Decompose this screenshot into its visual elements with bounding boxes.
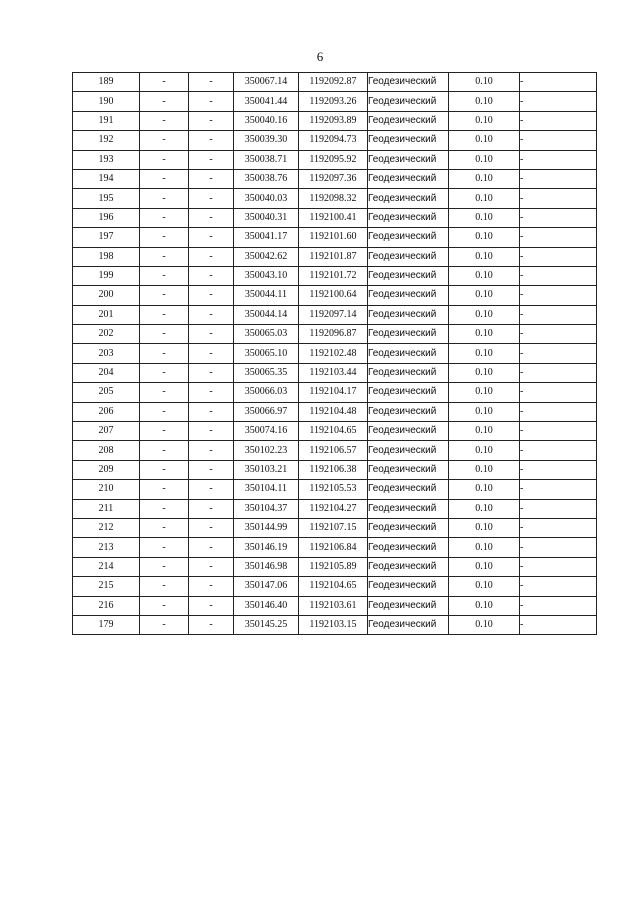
x-coordinate-cell: 350065.10 bbox=[234, 344, 299, 363]
x-coordinate-cell: 350066.97 bbox=[234, 402, 299, 421]
y-coordinate-cell: 1192106.57 bbox=[299, 441, 368, 460]
empty-value-cell: - bbox=[189, 131, 234, 150]
empty-value-cell: - bbox=[189, 441, 234, 460]
point-number-cell: 203 bbox=[73, 344, 140, 363]
note-cell: - bbox=[520, 596, 597, 615]
method-cell: Геодезический bbox=[368, 208, 449, 227]
table-row bbox=[73, 73, 597, 92]
accuracy-cell: 0.10 bbox=[449, 383, 520, 402]
method-cell: Геодезический bbox=[368, 189, 449, 208]
point-number-cell: 189 bbox=[73, 73, 140, 92]
method-cell: Геодезический bbox=[368, 305, 449, 324]
accuracy-cell: 0.10 bbox=[449, 499, 520, 518]
x-coordinate-cell: 350067.14 bbox=[234, 73, 299, 92]
empty-value-cell: - bbox=[189, 150, 234, 169]
accuracy-cell: 0.10 bbox=[449, 344, 520, 363]
empty-value-cell: - bbox=[189, 305, 234, 324]
method-cell: Геодезический bbox=[368, 596, 449, 615]
empty-value-cell: - bbox=[140, 615, 189, 634]
table-row bbox=[73, 305, 597, 324]
table-row bbox=[73, 92, 597, 111]
empty-value-cell: - bbox=[140, 596, 189, 615]
empty-value-cell: - bbox=[140, 189, 189, 208]
x-coordinate-cell: 350044.11 bbox=[234, 286, 299, 305]
empty-value-cell: - bbox=[189, 189, 234, 208]
point-number-cell: 215 bbox=[73, 577, 140, 596]
x-coordinate-cell: 350145.25 bbox=[234, 615, 299, 634]
x-coordinate-cell: 350104.37 bbox=[234, 499, 299, 518]
x-coordinate-cell: 350044.14 bbox=[234, 305, 299, 324]
accuracy-cell: 0.10 bbox=[449, 460, 520, 479]
y-coordinate-cell: 1192092.87 bbox=[299, 73, 368, 92]
note-cell: - bbox=[520, 266, 597, 285]
note-cell: - bbox=[520, 441, 597, 460]
accuracy-cell: 0.10 bbox=[449, 92, 520, 111]
x-coordinate-cell: 350065.03 bbox=[234, 325, 299, 344]
method-cell: Геодезический bbox=[368, 363, 449, 382]
table-row bbox=[73, 402, 597, 421]
method-cell: Геодезический bbox=[368, 577, 449, 596]
point-number-cell: 193 bbox=[73, 150, 140, 169]
table-row bbox=[73, 577, 597, 596]
accuracy-cell: 0.10 bbox=[449, 208, 520, 227]
table-body bbox=[73, 73, 597, 635]
y-coordinate-cell: 1192104.65 bbox=[299, 577, 368, 596]
table-row bbox=[73, 441, 597, 460]
method-cell: Геодезический bbox=[368, 441, 449, 460]
note-cell: - bbox=[520, 305, 597, 324]
point-number-cell: 202 bbox=[73, 325, 140, 344]
table-row bbox=[73, 422, 597, 441]
table-row bbox=[73, 286, 597, 305]
empty-value-cell: - bbox=[140, 422, 189, 441]
method-cell: Геодезический bbox=[368, 538, 449, 557]
y-coordinate-cell: 1192104.27 bbox=[299, 499, 368, 518]
accuracy-cell: 0.10 bbox=[449, 266, 520, 285]
table-row bbox=[73, 615, 597, 634]
y-coordinate-cell: 1192097.36 bbox=[299, 169, 368, 188]
accuracy-cell: 0.10 bbox=[449, 131, 520, 150]
empty-value-cell: - bbox=[189, 557, 234, 576]
empty-value-cell: - bbox=[189, 228, 234, 247]
accuracy-cell: 0.10 bbox=[449, 73, 520, 92]
accuracy-cell: 0.10 bbox=[449, 518, 520, 537]
note-cell: - bbox=[520, 538, 597, 557]
note-cell: - bbox=[520, 363, 597, 382]
point-number-cell: 200 bbox=[73, 286, 140, 305]
method-cell: Геодезический bbox=[368, 383, 449, 402]
y-coordinate-cell: 1192100.64 bbox=[299, 286, 368, 305]
table-row bbox=[73, 596, 597, 615]
empty-value-cell: - bbox=[140, 305, 189, 324]
empty-value-cell: - bbox=[189, 577, 234, 596]
empty-value-cell: - bbox=[189, 499, 234, 518]
x-coordinate-cell: 350040.31 bbox=[234, 208, 299, 227]
point-number-cell: 196 bbox=[73, 208, 140, 227]
empty-value-cell: - bbox=[140, 92, 189, 111]
empty-value-cell: - bbox=[140, 383, 189, 402]
table-row bbox=[73, 344, 597, 363]
table-row bbox=[73, 228, 597, 247]
x-coordinate-cell: 350147.06 bbox=[234, 577, 299, 596]
empty-value-cell: - bbox=[189, 266, 234, 285]
x-coordinate-cell: 350074.16 bbox=[234, 422, 299, 441]
x-coordinate-cell: 350042.62 bbox=[234, 247, 299, 266]
empty-value-cell: - bbox=[140, 441, 189, 460]
point-number-cell: 205 bbox=[73, 383, 140, 402]
empty-value-cell: - bbox=[189, 518, 234, 537]
empty-value-cell: - bbox=[189, 247, 234, 266]
point-number-cell: 199 bbox=[73, 266, 140, 285]
accuracy-cell: 0.10 bbox=[449, 557, 520, 576]
note-cell: - bbox=[520, 480, 597, 499]
y-coordinate-cell: 1192095.92 bbox=[299, 150, 368, 169]
y-coordinate-cell: 1192103.44 bbox=[299, 363, 368, 382]
x-coordinate-cell: 350039.30 bbox=[234, 131, 299, 150]
point-number-cell: 179 bbox=[73, 615, 140, 634]
empty-value-cell: - bbox=[189, 422, 234, 441]
accuracy-cell: 0.10 bbox=[449, 441, 520, 460]
y-coordinate-cell: 1192105.53 bbox=[299, 480, 368, 499]
empty-value-cell: - bbox=[140, 111, 189, 130]
empty-value-cell: - bbox=[140, 325, 189, 344]
empty-value-cell: - bbox=[189, 73, 234, 92]
x-coordinate-cell: 350146.40 bbox=[234, 596, 299, 615]
empty-value-cell: - bbox=[189, 596, 234, 615]
accuracy-cell: 0.10 bbox=[449, 538, 520, 557]
note-cell: - bbox=[520, 208, 597, 227]
y-coordinate-cell: 1192098.32 bbox=[299, 189, 368, 208]
empty-value-cell: - bbox=[140, 499, 189, 518]
empty-value-cell: - bbox=[140, 247, 189, 266]
table-row bbox=[73, 460, 597, 479]
y-coordinate-cell: 1192104.65 bbox=[299, 422, 368, 441]
table-row bbox=[73, 111, 597, 130]
table-row bbox=[73, 363, 597, 382]
point-number-cell: 191 bbox=[73, 111, 140, 130]
note-cell: - bbox=[520, 247, 597, 266]
empty-value-cell: - bbox=[189, 615, 234, 634]
empty-value-cell: - bbox=[140, 557, 189, 576]
empty-value-cell: - bbox=[140, 169, 189, 188]
point-number-cell: 216 bbox=[73, 596, 140, 615]
point-number-cell: 209 bbox=[73, 460, 140, 479]
empty-value-cell: - bbox=[140, 131, 189, 150]
point-number-cell: 201 bbox=[73, 305, 140, 324]
empty-value-cell: - bbox=[140, 150, 189, 169]
method-cell: Геодезический bbox=[368, 111, 449, 130]
note-cell: - bbox=[520, 460, 597, 479]
empty-value-cell: - bbox=[189, 111, 234, 130]
y-coordinate-cell: 1192094.73 bbox=[299, 131, 368, 150]
note-cell: - bbox=[520, 325, 597, 344]
y-coordinate-cell: 1192103.61 bbox=[299, 596, 368, 615]
x-coordinate-cell: 350040.03 bbox=[234, 189, 299, 208]
point-number-cell: 197 bbox=[73, 228, 140, 247]
note-cell: - bbox=[520, 383, 597, 402]
accuracy-cell: 0.10 bbox=[449, 228, 520, 247]
table-row bbox=[73, 247, 597, 266]
accuracy-cell: 0.10 bbox=[449, 577, 520, 596]
point-number-cell: 198 bbox=[73, 247, 140, 266]
accuracy-cell: 0.10 bbox=[449, 286, 520, 305]
method-cell: Геодезический bbox=[368, 247, 449, 266]
empty-value-cell: - bbox=[189, 208, 234, 227]
point-number-cell: 208 bbox=[73, 441, 140, 460]
accuracy-cell: 0.10 bbox=[449, 615, 520, 634]
y-coordinate-cell: 1192101.87 bbox=[299, 247, 368, 266]
y-coordinate-cell: 1192105.89 bbox=[299, 557, 368, 576]
note-cell: - bbox=[520, 111, 597, 130]
method-cell: Геодезический bbox=[368, 73, 449, 92]
accuracy-cell: 0.10 bbox=[449, 325, 520, 344]
note-cell: - bbox=[520, 228, 597, 247]
accuracy-cell: 0.10 bbox=[449, 111, 520, 130]
x-coordinate-cell: 350066.03 bbox=[234, 383, 299, 402]
point-number-cell: 206 bbox=[73, 402, 140, 421]
point-number-cell: 211 bbox=[73, 499, 140, 518]
note-cell: - bbox=[520, 615, 597, 634]
point-number-cell: 190 bbox=[73, 92, 140, 111]
y-coordinate-cell: 1192106.84 bbox=[299, 538, 368, 557]
x-coordinate-cell: 350041.17 bbox=[234, 228, 299, 247]
table-row bbox=[73, 169, 597, 188]
y-coordinate-cell: 1192104.17 bbox=[299, 383, 368, 402]
empty-value-cell: - bbox=[189, 344, 234, 363]
x-coordinate-cell: 350144.99 bbox=[234, 518, 299, 537]
note-cell: - bbox=[520, 402, 597, 421]
method-cell: Геодезический bbox=[368, 344, 449, 363]
empty-value-cell: - bbox=[189, 480, 234, 499]
method-cell: Геодезический bbox=[368, 480, 449, 499]
note-cell: - bbox=[520, 150, 597, 169]
y-coordinate-cell: 1192106.38 bbox=[299, 460, 368, 479]
accuracy-cell: 0.10 bbox=[449, 363, 520, 382]
empty-value-cell: - bbox=[140, 344, 189, 363]
note-cell: - bbox=[520, 189, 597, 208]
accuracy-cell: 0.10 bbox=[449, 596, 520, 615]
empty-value-cell: - bbox=[140, 363, 189, 382]
accuracy-cell: 0.10 bbox=[449, 189, 520, 208]
method-cell: Геодезический bbox=[368, 615, 449, 634]
x-coordinate-cell: 350041.44 bbox=[234, 92, 299, 111]
note-cell: - bbox=[520, 131, 597, 150]
point-number-cell: 194 bbox=[73, 169, 140, 188]
empty-value-cell: - bbox=[140, 538, 189, 557]
table-row bbox=[73, 480, 597, 499]
empty-value-cell: - bbox=[189, 383, 234, 402]
x-coordinate-cell: 350146.19 bbox=[234, 538, 299, 557]
table-row bbox=[73, 557, 597, 576]
note-cell: - bbox=[520, 557, 597, 576]
y-coordinate-cell: 1192101.60 bbox=[299, 228, 368, 247]
method-cell: Геодезический bbox=[368, 228, 449, 247]
y-coordinate-cell: 1192104.48 bbox=[299, 402, 368, 421]
empty-value-cell: - bbox=[189, 169, 234, 188]
accuracy-cell: 0.10 bbox=[449, 169, 520, 188]
y-coordinate-cell: 1192097.14 bbox=[299, 305, 368, 324]
y-coordinate-cell: 1192093.26 bbox=[299, 92, 368, 111]
page-number: 6 bbox=[316, 49, 324, 64]
table-row bbox=[73, 208, 597, 227]
x-coordinate-cell: 350102.23 bbox=[234, 441, 299, 460]
note-cell: - bbox=[520, 344, 597, 363]
method-cell: Геодезический bbox=[368, 266, 449, 285]
x-coordinate-cell: 350038.76 bbox=[234, 169, 299, 188]
y-coordinate-cell: 1192093.89 bbox=[299, 111, 368, 130]
table-row bbox=[73, 518, 597, 537]
note-cell: - bbox=[520, 499, 597, 518]
empty-value-cell: - bbox=[189, 538, 234, 557]
table-row bbox=[73, 150, 597, 169]
point-number-cell: 212 bbox=[73, 518, 140, 537]
point-number-cell: 214 bbox=[73, 557, 140, 576]
y-coordinate-cell: 1192096.87 bbox=[299, 325, 368, 344]
coordinates-table bbox=[72, 72, 597, 635]
accuracy-cell: 0.10 bbox=[449, 247, 520, 266]
method-cell: Геодезический bbox=[368, 422, 449, 441]
accuracy-cell: 0.10 bbox=[449, 150, 520, 169]
table-row bbox=[73, 325, 597, 344]
method-cell: Геодезический bbox=[368, 557, 449, 576]
y-coordinate-cell: 1192107.15 bbox=[299, 518, 368, 537]
empty-value-cell: - bbox=[140, 480, 189, 499]
method-cell: Геодезический bbox=[368, 286, 449, 305]
method-cell: Геодезический bbox=[368, 499, 449, 518]
point-number-cell: 204 bbox=[73, 363, 140, 382]
x-coordinate-cell: 350040.16 bbox=[234, 111, 299, 130]
y-coordinate-cell: 1192101.72 bbox=[299, 266, 368, 285]
y-coordinate-cell: 1192100.41 bbox=[299, 208, 368, 227]
empty-value-cell: - bbox=[140, 266, 189, 285]
x-coordinate-cell: 350103.21 bbox=[234, 460, 299, 479]
method-cell: Геодезический bbox=[368, 460, 449, 479]
empty-value-cell: - bbox=[140, 460, 189, 479]
table-row bbox=[73, 131, 597, 150]
method-cell: Геодезический bbox=[368, 169, 449, 188]
empty-value-cell: - bbox=[189, 363, 234, 382]
x-coordinate-cell: 350104.11 bbox=[234, 480, 299, 499]
note-cell: - bbox=[520, 169, 597, 188]
x-coordinate-cell: 350065.35 bbox=[234, 363, 299, 382]
method-cell: Геодезический bbox=[368, 150, 449, 169]
empty-value-cell: - bbox=[140, 402, 189, 421]
y-coordinate-cell: 1192103.15 bbox=[299, 615, 368, 634]
table-row bbox=[73, 266, 597, 285]
point-number-cell: 207 bbox=[73, 422, 140, 441]
table-row bbox=[73, 383, 597, 402]
empty-value-cell: - bbox=[140, 228, 189, 247]
empty-value-cell: - bbox=[189, 92, 234, 111]
empty-value-cell: - bbox=[189, 402, 234, 421]
x-coordinate-cell: 350146.98 bbox=[234, 557, 299, 576]
note-cell: - bbox=[520, 73, 597, 92]
table-row bbox=[73, 538, 597, 557]
accuracy-cell: 0.10 bbox=[449, 480, 520, 499]
accuracy-cell: 0.10 bbox=[449, 305, 520, 324]
table-row bbox=[73, 499, 597, 518]
note-cell: - bbox=[520, 577, 597, 596]
y-coordinate-cell: 1192102.48 bbox=[299, 344, 368, 363]
note-cell: - bbox=[520, 92, 597, 111]
x-coordinate-cell: 350038.71 bbox=[234, 150, 299, 169]
note-cell: - bbox=[520, 422, 597, 441]
empty-value-cell: - bbox=[189, 286, 234, 305]
method-cell: Геодезический bbox=[368, 131, 449, 150]
method-cell: Геодезический bbox=[368, 518, 449, 537]
method-cell: Геодезический bbox=[368, 402, 449, 421]
point-number-cell: 195 bbox=[73, 189, 140, 208]
empty-value-cell: - bbox=[140, 518, 189, 537]
point-number-cell: 192 bbox=[73, 131, 140, 150]
note-cell: - bbox=[520, 286, 597, 305]
empty-value-cell: - bbox=[189, 325, 234, 344]
x-coordinate-cell: 350043.10 bbox=[234, 266, 299, 285]
point-number-cell: 210 bbox=[73, 480, 140, 499]
note-cell: - bbox=[520, 518, 597, 537]
empty-value-cell: - bbox=[140, 577, 189, 596]
empty-value-cell: - bbox=[140, 286, 189, 305]
accuracy-cell: 0.10 bbox=[449, 402, 520, 421]
empty-value-cell: - bbox=[189, 460, 234, 479]
empty-value-cell: - bbox=[140, 73, 189, 92]
accuracy-cell: 0.10 bbox=[449, 422, 520, 441]
table-row bbox=[73, 189, 597, 208]
method-cell: Геодезический bbox=[368, 92, 449, 111]
empty-value-cell: - bbox=[140, 208, 189, 227]
method-cell: Геодезический bbox=[368, 325, 449, 344]
point-number-cell: 213 bbox=[73, 538, 140, 557]
